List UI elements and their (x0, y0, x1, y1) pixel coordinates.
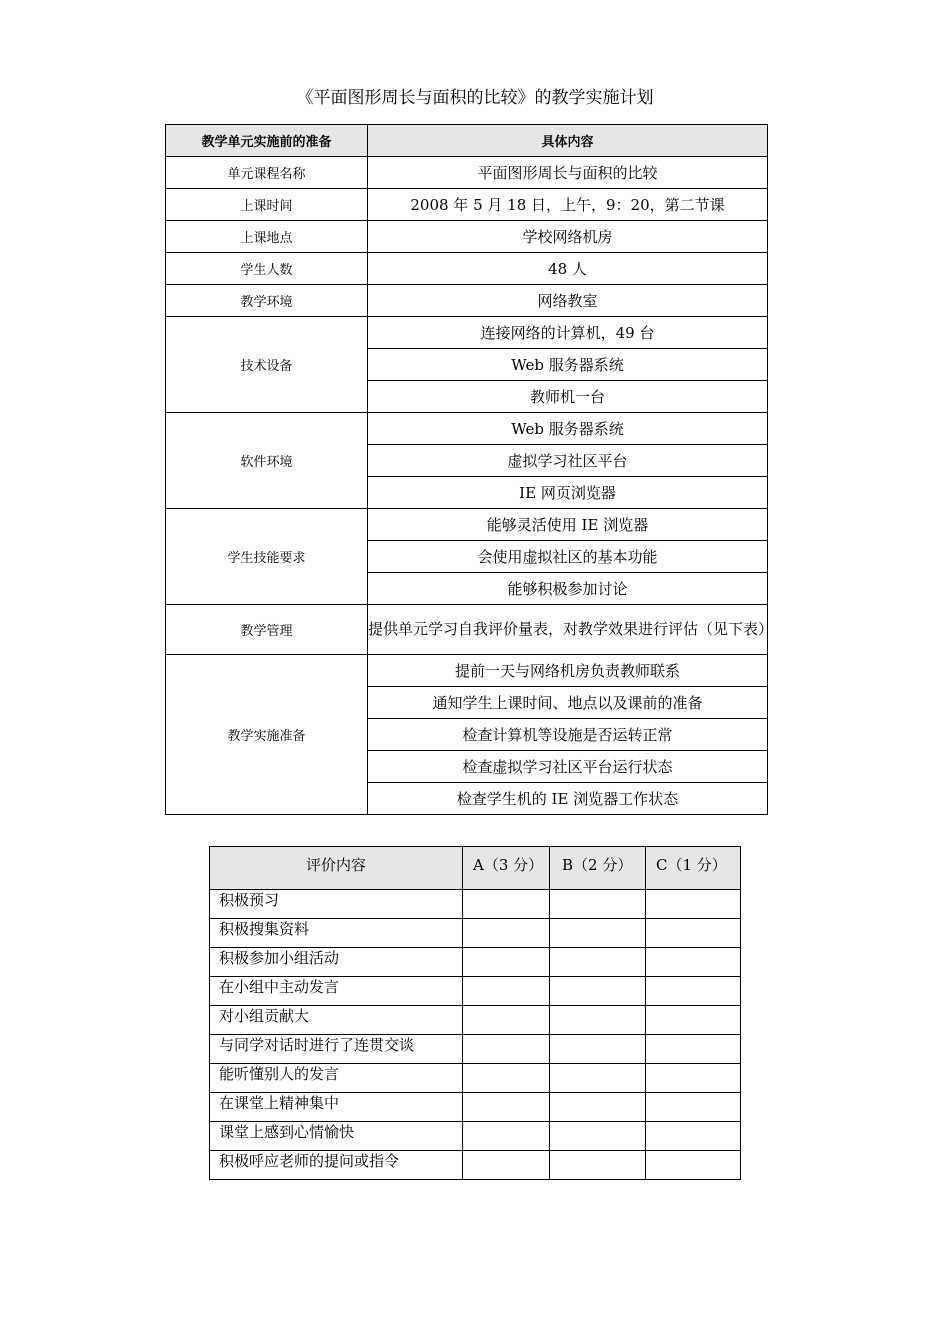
row-label: 技术设备 (166, 317, 368, 413)
row-value: 网络教室 (368, 285, 768, 317)
grade-b-cell[interactable] (550, 1122, 646, 1151)
row-label: 上课时间 (166, 189, 368, 221)
table-row (166, 253, 768, 285)
eval-row (210, 1006, 741, 1035)
eval-row (210, 890, 741, 919)
grade-b-cell[interactable] (550, 1006, 646, 1035)
grade-c-cell[interactable] (646, 1122, 741, 1151)
grade-c-cell[interactable] (646, 1093, 741, 1122)
row-value: 学校网络机房 (368, 221, 768, 253)
eval-item-label: 在小组中主动发言 (210, 977, 463, 1006)
table-header-row (166, 125, 768, 157)
eval-item-label: 课堂上感到心情愉快 (210, 1122, 463, 1151)
grade-b-cell[interactable] (550, 1064, 646, 1093)
table-row (166, 221, 768, 253)
grade-a-cell[interactable] (463, 977, 550, 1006)
grade-c-cell[interactable] (646, 1064, 741, 1093)
header-grade-c: C（1 分） (646, 847, 741, 890)
row-label: 学生人数 (166, 253, 368, 285)
row-label: 单元课程名称 (166, 157, 368, 189)
grade-c-cell[interactable] (646, 890, 741, 919)
eval-item-label: 积极参加小组活动 (210, 948, 463, 977)
row-value: 48 人 (368, 253, 768, 285)
header-grade-b: B（2 分） (550, 847, 646, 890)
grade-c-cell[interactable] (646, 1151, 741, 1180)
page-title: 《平面图形周长与面积的比较》的教学实施计划 (296, 88, 654, 108)
grade-a-cell[interactable] (463, 1093, 550, 1122)
row-value: IE 网页浏览器 (368, 477, 768, 509)
eval-row (210, 1064, 741, 1093)
eval-item-label: 对小组贡献大 (210, 1006, 463, 1035)
eval-row (210, 919, 741, 948)
grade-b-cell[interactable] (550, 948, 646, 977)
eval-item-label: 积极预习 (210, 890, 463, 919)
grade-b-cell[interactable] (550, 919, 646, 948)
row-label: 教学管理 (166, 605, 368, 655)
eval-item-label: 积极呼应老师的提问或指令 (210, 1151, 463, 1180)
row-value: 能够积极参加讨论 (368, 573, 768, 605)
table-row (166, 413, 768, 445)
row-value: Web 服务器系统 (368, 413, 768, 445)
eval-row (210, 1035, 741, 1064)
row-value: 检查虚拟学习社区平台运行状态 (368, 751, 768, 783)
grade-c-cell[interactable] (646, 1035, 741, 1064)
grade-c-cell[interactable] (646, 977, 741, 1006)
row-value: 教师机一台 (368, 381, 768, 413)
row-value: 会使用虚拟社区的基本功能 (368, 541, 768, 573)
header-eval-content: 评价内容 (210, 847, 463, 890)
eval-row (210, 948, 741, 977)
grade-c-cell[interactable] (646, 948, 741, 977)
table-row (166, 285, 768, 317)
header-content: 具体内容 (368, 125, 768, 157)
grade-b-cell[interactable] (550, 1035, 646, 1064)
grade-b-cell[interactable] (550, 890, 646, 919)
grade-a-cell[interactable] (463, 1035, 550, 1064)
eval-item-label: 与同学对话时进行了连贯交谈 (210, 1035, 463, 1064)
table-row (166, 509, 768, 541)
row-value: 能够灵活使用 IE 浏览器 (368, 509, 768, 541)
table-row (166, 605, 768, 655)
table-row (166, 317, 768, 349)
row-value: Web 服务器系统 (368, 349, 768, 381)
row-value: 提供单元学习自我评价量表，对教学效果进行评估（见下表） (368, 605, 768, 655)
grade-a-cell[interactable] (463, 1151, 550, 1180)
grade-a-cell[interactable] (463, 948, 550, 977)
table-row (166, 655, 768, 687)
grade-a-cell[interactable] (463, 1064, 550, 1093)
header-grade-a: A（3 分） (463, 847, 550, 890)
row-value: 通知学生上课时间、地点以及课前的准备 (368, 687, 768, 719)
eval-row (210, 977, 741, 1006)
row-value: 连接网络的计算机，49 台 (368, 317, 768, 349)
row-value: 检查计算机等设施是否运转正常 (368, 719, 768, 751)
row-value: 检查学生机的 IE 浏览器工作状态 (368, 783, 768, 815)
grade-a-cell[interactable] (463, 919, 550, 948)
grade-a-cell[interactable] (463, 1122, 550, 1151)
row-label: 教学环境 (166, 285, 368, 317)
grade-c-cell[interactable] (646, 919, 741, 948)
teaching-plan-table (165, 124, 774, 815)
row-value: 提前一天与网络机房负责教师联系 (368, 655, 768, 687)
row-label: 教学实施准备 (166, 655, 368, 815)
row-value: 虚拟学习社区平台 (368, 445, 768, 477)
grade-b-cell[interactable] (550, 977, 646, 1006)
row-label: 软件环境 (166, 413, 368, 509)
table-row (166, 157, 768, 189)
grade-b-cell[interactable] (550, 1151, 646, 1180)
eval-row (210, 1122, 741, 1151)
table-row (166, 189, 768, 221)
grade-a-cell[interactable] (463, 890, 550, 919)
row-value: 2008 年 5 月 18 日，上午，9：20，第二节课 (368, 189, 768, 221)
eval-item-label: 积极搜集资料 (210, 919, 463, 948)
grade-c-cell[interactable] (646, 1006, 741, 1035)
grade-b-cell[interactable] (550, 1093, 646, 1122)
row-label: 学生技能要求 (166, 509, 368, 605)
eval-header-row (210, 847, 741, 890)
row-value: 平面图形周长与面积的比较 (368, 157, 768, 189)
eval-row (210, 1093, 741, 1122)
header-preparation: 教学单元实施前的准备 (166, 125, 368, 157)
eval-row (210, 1151, 741, 1180)
eval-item-label: 能听懂别人的发言 (210, 1064, 463, 1093)
eval-item-label: 在课堂上精神集中 (210, 1093, 463, 1122)
grade-a-cell[interactable] (463, 1006, 550, 1035)
self-evaluation-table (209, 846, 741, 1180)
row-label: 上课地点 (166, 221, 368, 253)
